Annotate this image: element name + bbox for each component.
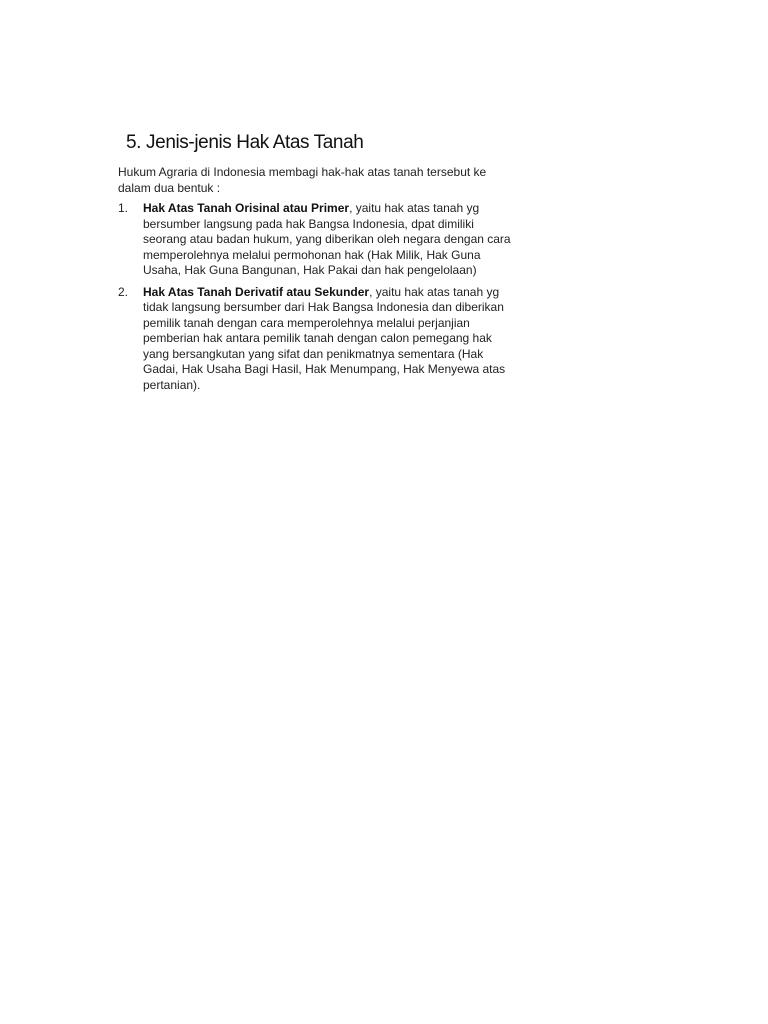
section-number: 5. [126,132,142,153]
section-title-text: Jenis-jenis Hak Atas Tanah [146,132,364,153]
document-content [118,130,518,399]
list-marker: 1. [118,201,129,215]
rights-list [118,201,518,393]
list-item-text: , yaitu hak atas tanah yg tidak langsung bersumber dari Hak Bangsa Indonesia dan diberikan pemilik tanah dengan cara memperolehnya melalui perjanjian pemberian hak antara pemilik tanah dengan calon pemegang hak yang bersangkutan yang sifat dan penikmatnya sementara (Hak Gadai, Hak Usaha Bagi Hasil, Hak Menumpang, Hak Menyewa atas pertanian). [143,284,506,392]
intro-paragraph: Hukum Agraria di Indonesia membagi hak-hak atas tanah tersebut ke dalam dua bentuk : [118,165,487,195]
list-item [118,285,518,394]
list-item [118,201,518,279]
list-item-text: , yaitu hak atas tanah yg bersumber langsung pada hak Bangsa Indonesia, dpat dimiliki seorang atau badan hukum, yang diberikan oleh negara dengan cara memperolehnya melalui permohonan hak (Hak Milik, Hak Guna Usaha, Hak Guna Bangunan, Hak Pakai dan hak pengelolaan) [143,201,511,277]
section-title [126,130,518,156]
list-item-term: Hak Atas Tanah Derivatif atau Sekunder [143,284,370,299]
list-item-term: Hak Atas Tanah Orisinal atau Primer [143,201,350,215]
list-marker: 2. [118,284,129,299]
